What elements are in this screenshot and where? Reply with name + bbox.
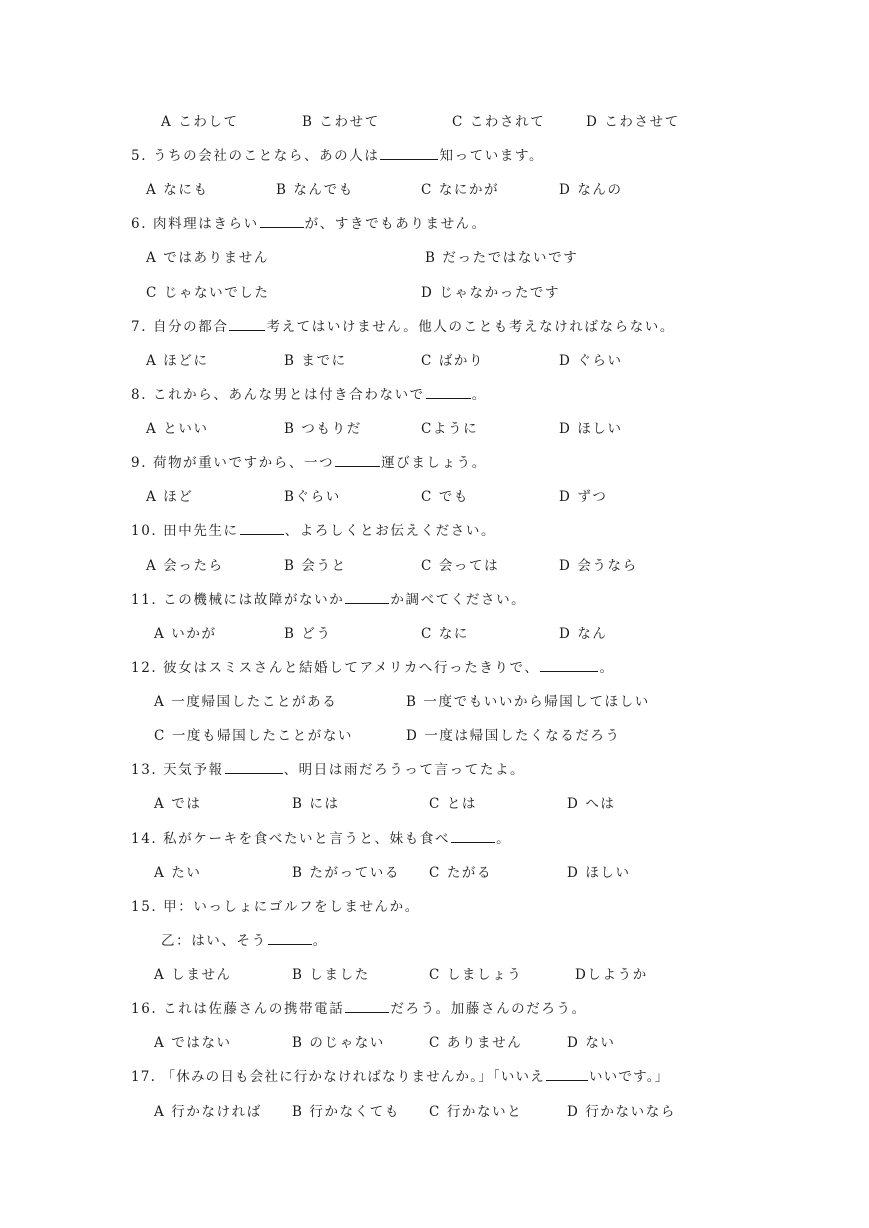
question-text-pre: 10. 田中先生に [131,523,239,539]
option-b: B までに [284,353,347,369]
option-a: A 行かなければ [154,1104,262,1120]
option-c: C しましょう [429,967,523,983]
option-b: B しました [292,967,370,983]
q12-options-row2 [0,725,869,747]
question-text-pre: 17. 「休みの日も会社に行かなければなりませんか。」「いいえ [131,1069,545,1085]
option-a: A こわして [161,114,239,130]
option-a: A しません [154,967,232,983]
answer-blank [225,759,283,774]
question-text-pre: 9. 荷物が重いですから、一つ [131,455,335,471]
answer-blank [268,930,312,945]
option-d: D ほしい [567,865,631,881]
question-text-pre: 14. 私がケーキを食べたいと言うと、妹も食べ [131,831,451,847]
q11-options [0,623,869,645]
option-d: D なん [559,626,608,642]
option-d: D ほしい [559,421,623,437]
question-text-pre: 11. この機械には故障がないか [131,592,345,608]
option-c: C とは [429,796,478,812]
option-a: A といい [146,421,209,437]
question-text-post: 。 [496,831,512,847]
option-c: C こわされて [452,114,546,130]
option-b: B には [292,796,340,812]
option-c: C じゃないでした [146,285,270,301]
answer-blank [335,452,380,467]
question-9 [131,452,487,474]
option-b: B だったではないです [425,250,579,266]
option-a: A いかが [154,626,217,642]
question-text-pre: 13. 天気予報 [131,762,224,778]
option-a: A 会ったら [146,558,224,574]
question-7 [131,316,675,338]
option-d: D なんの [559,182,623,198]
option-c: C なにかが [421,182,500,198]
option-d: D 行かないなら [567,1104,676,1120]
option-b: B 会うと [284,558,347,574]
question-8 [131,384,487,406]
option-b: B どう [284,626,332,642]
question-15 [131,896,420,918]
option-c: C ばかり [421,353,485,369]
answer-blank [260,213,304,228]
question-text-post: 。 [471,387,487,403]
question-12 [131,657,615,679]
option-c: C たがる [429,865,493,881]
option-c: C ありません [429,1035,523,1051]
option-a: A ではありません [146,250,269,266]
question-16 [131,998,587,1020]
answer-blank [451,828,495,843]
answer-blank [345,589,389,604]
question-text-post: いいです。」 [588,1069,670,1085]
answer-blank [345,998,389,1013]
answer-blank [229,316,265,331]
question-6 [131,213,487,235]
q7-options [0,350,869,372]
option-d: D じゃなかったです [421,285,561,301]
option-a: A なにも [146,182,209,198]
option-d: D ない [567,1035,616,1051]
answer-blank [540,657,598,672]
question-text-post: 運びましょう。 [381,455,487,471]
question-text-post: 考えてはいけません。他人のことも考えなければならない。 [266,319,675,335]
option-d: D ぐらい [559,353,623,369]
q14-options [0,862,869,884]
option-b: B 一度でもいいから帰国してほしい [406,694,650,710]
question-text-pre: 8. これから、あんな男とは付き合わないで [131,387,425,403]
question-14 [131,828,511,850]
option-a: A たい [154,865,202,881]
question-text-pre: 5. うちの会社のことなら、あの人は [131,148,380,164]
question-text-pre: 乙：はい、そう [161,933,267,949]
q6-options-row1 [0,247,869,269]
q15-options [0,964,869,986]
q10-options [0,555,869,577]
option-b: B のじゃない [292,1035,385,1051]
q6-options-row2 [0,282,869,304]
q16-options [0,1032,869,1054]
option-d: Dしようか [575,967,648,983]
answer-blank [546,1066,588,1081]
option-d: D 一度は帰国したくなるだろう [406,728,621,744]
question-text-post: だろう。加藤さんのだろう。 [390,1001,587,1017]
answer-blank [380,145,438,160]
question-text-pre: 7. 自分の都合 [131,319,229,335]
q5-options [0,179,869,201]
q17-options [0,1101,869,1123]
option-c: Cように [421,421,479,437]
question-10 [131,520,496,542]
option-d: D こわさせて [586,114,680,130]
option-d: D 会うなら [559,558,638,574]
q8-options [0,418,869,440]
question-text-post: 知っています。 [439,148,545,164]
option-a: A ではない [154,1035,232,1051]
option-b: B たがっている [292,865,401,881]
option-b: B 行かなくても [292,1104,401,1120]
option-c: C 会っては [421,558,500,574]
option-b: B つもりだ [284,421,362,437]
answer-blank [426,384,471,399]
q12-options-row1 [0,691,869,713]
question-11 [131,589,526,611]
q9-options [0,486,869,508]
question-text-post: 、明日は雨だろうって言ってたよ。 [283,762,526,778]
question-text-pre: 16. これは佐藤さんの携帯電話 [131,1001,345,1017]
question-text-post: 。 [312,933,328,949]
option-c: C なに [421,626,470,642]
question-text-post: 、よろしくとお伝えください。 [284,523,497,539]
question-5 [131,145,544,167]
question-text-pre: 12. 彼女はスミスさんと結婚してアメリカへ行ったきりで、 [131,660,540,676]
option-b: Bぐらい [284,489,341,505]
option-a: A では [154,796,202,812]
option-c: C 一度も帰国したことがない [154,728,354,744]
question-text: 15. 甲：いっしょにゴルフをしませんか。 [131,899,420,915]
question-text-pre: 6. 肉料理はきらい [131,216,259,232]
option-a: A 一度帰国したことがある [154,694,338,710]
q4-options [0,111,869,133]
question-text-post: か調べてください。 [390,592,527,608]
question-17 [131,1066,669,1088]
option-b: B こわせて [302,114,380,130]
question-text-post: が、すきでもありません。 [304,216,487,232]
option-d: D ずつ [559,489,608,505]
option-c: C でも [421,489,470,505]
option-a: A ほどに [146,353,209,369]
option-d: D へは [567,796,616,812]
q13-options [0,793,869,815]
question-text-post: 。 [599,660,615,676]
question-15-reply [161,930,328,952]
question-13 [131,759,525,781]
answer-blank [240,520,284,535]
option-b: B なんでも [276,182,354,198]
option-c: C 行かないと [429,1104,523,1120]
option-a: A ほど [146,489,194,505]
